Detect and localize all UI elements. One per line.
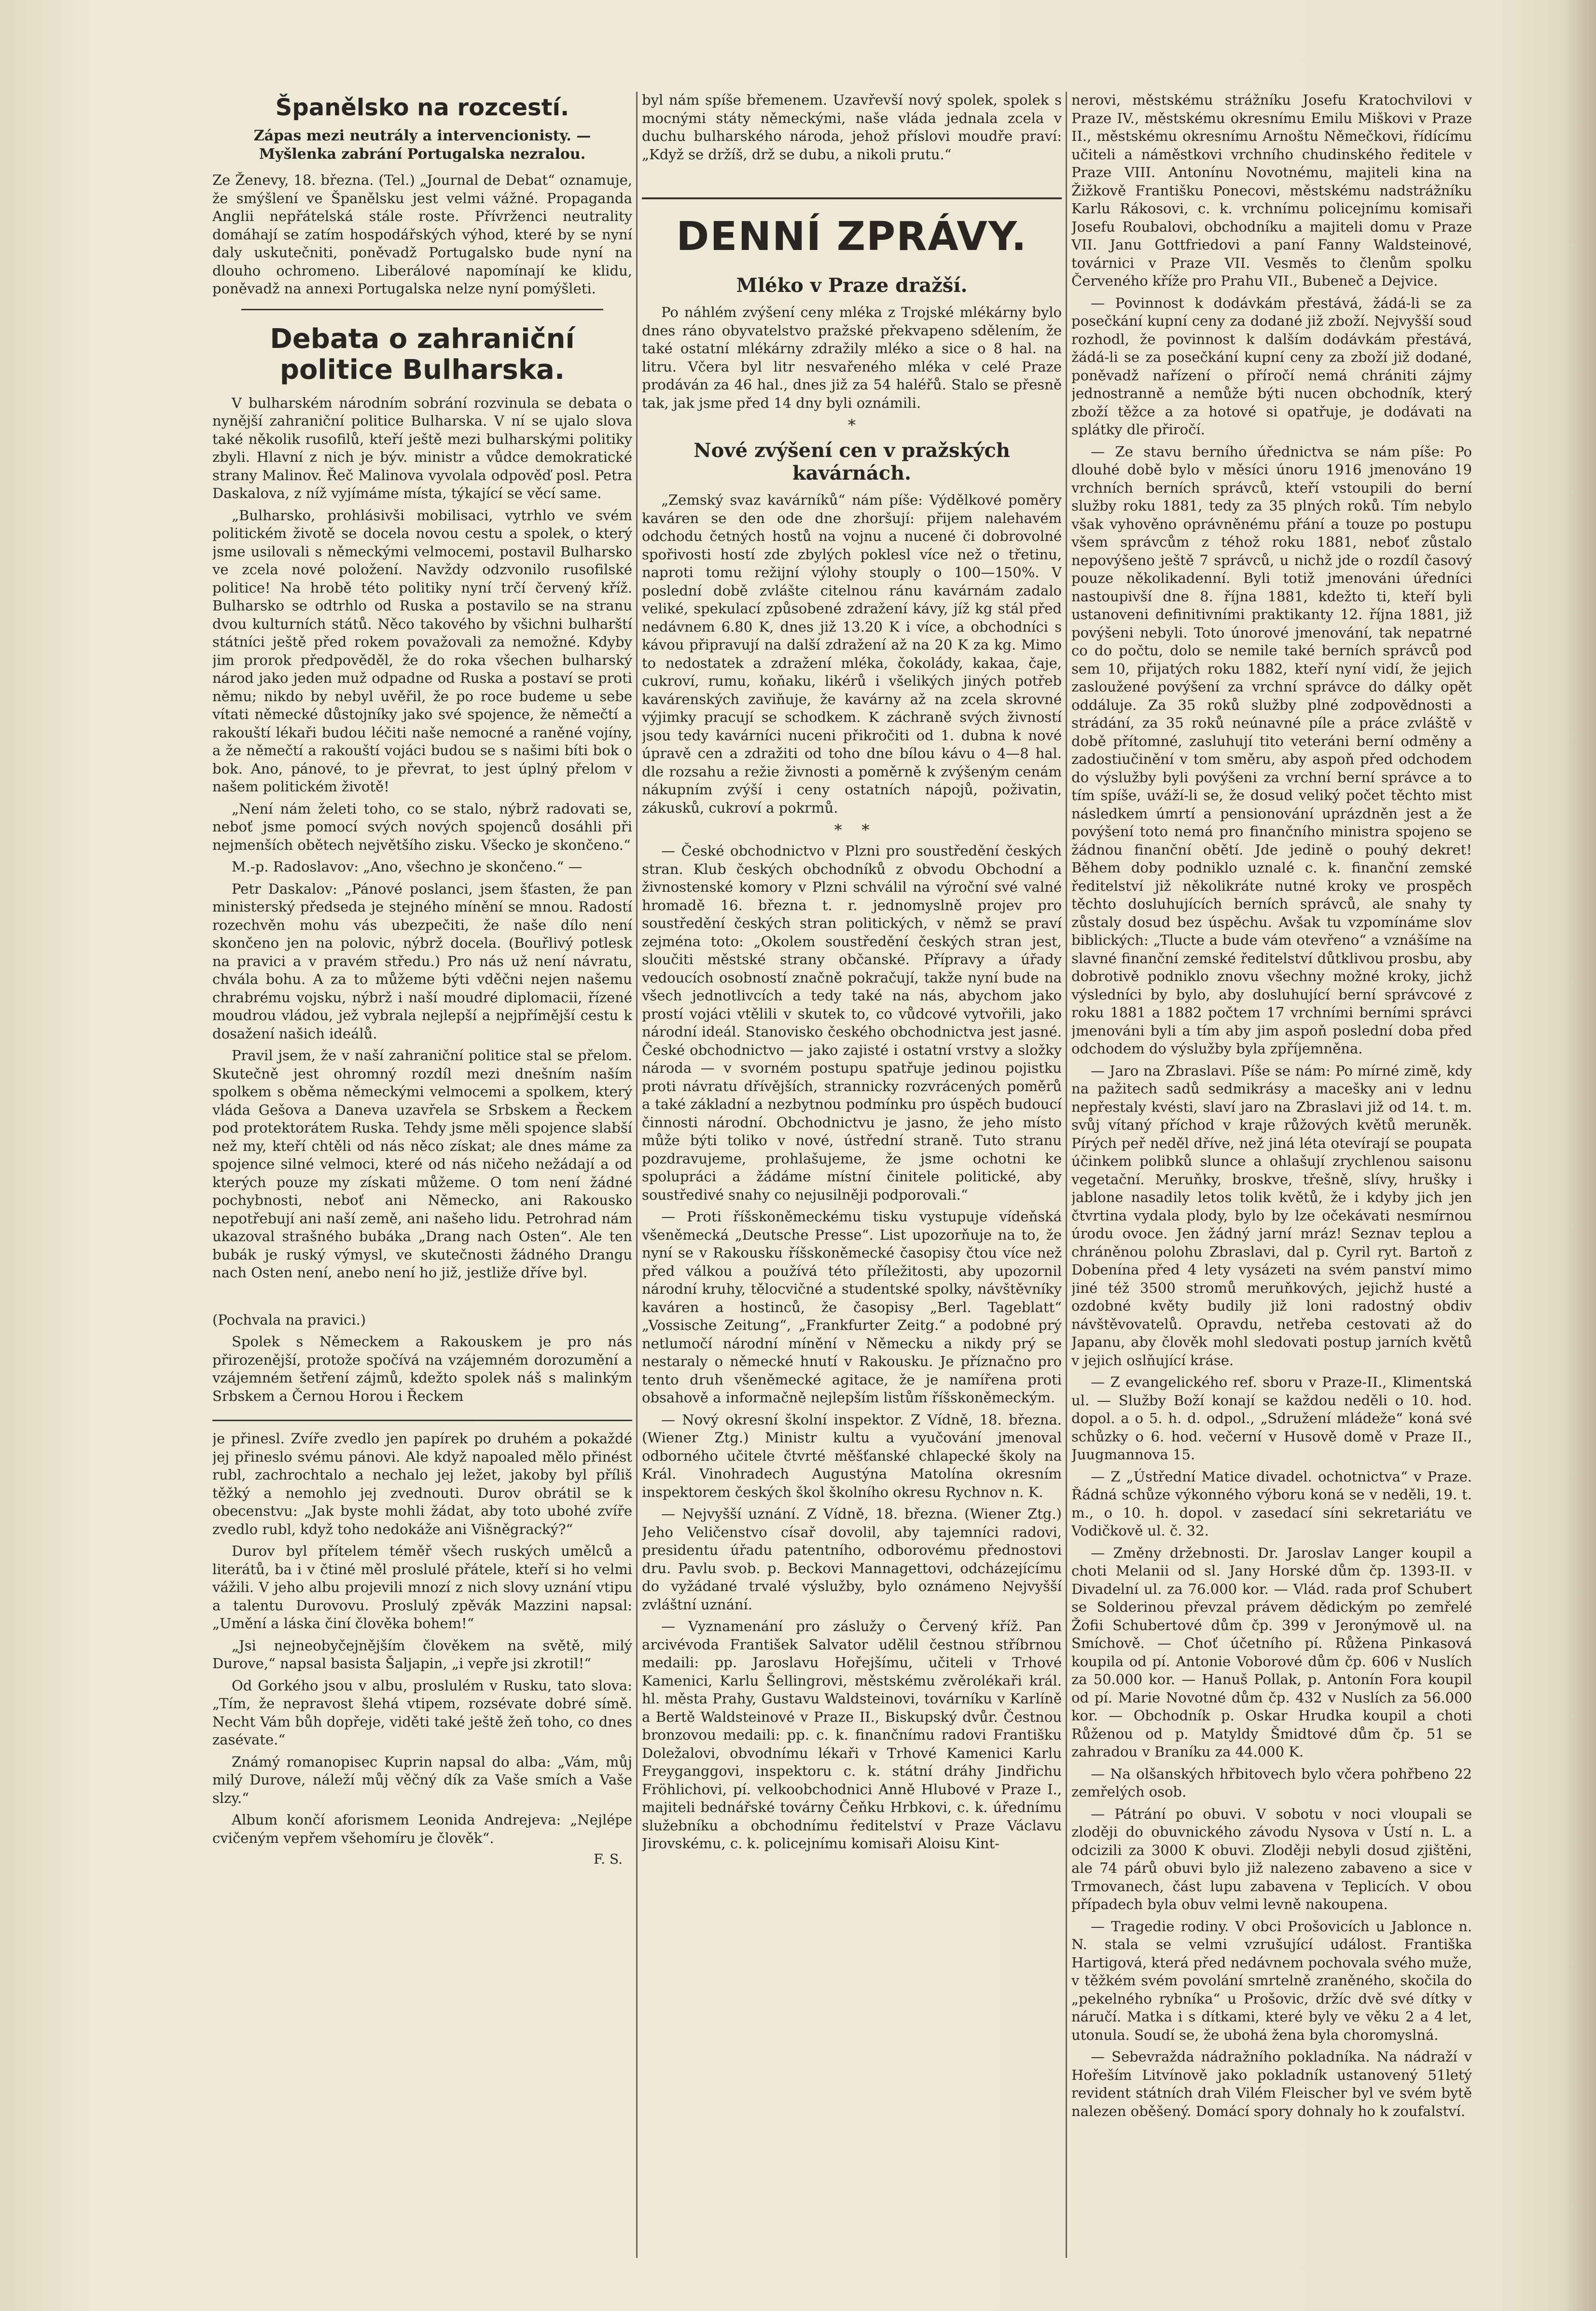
paragraph: V bulharském národním sobrání rozvinula se debata o nynější zahraniční politice Bulharska. V ní se ujalo slova také několik rusofilů, kteří ještě mezi bulharskými politiky zbyli. Hlavní z nich je býv. ministr a vůdce demokratické strany Malinov. Řeč Malinova vyvolala odpověď posl. Petra Daskalova, z níž vyjímáme místa, týkající se věcí same. [212, 394, 632, 501]
paragraph: — Z evangelického ref. sboru v Praze-II., Klimentská ul. — Služby Boží konají se každou neděli o 10. hod. dopol. a o 5. h. d. odpol., „Sdružení mládeže“ koná své schůzky o 6. hod. večerní v Husově domě v Praze II., Juugmannova 15. [1071, 1374, 1472, 1463]
article-title-debata: Debata o zahraniční politice Bulharska. [270, 323, 575, 386]
feuilleton-section [212, 1420, 632, 1867]
paragraph: — Ze stavu berního úřednictva se nám píše: Po dlouhé době bylo v měsíci únoru 1916 jmenováno 19 vrchních berních správců, kteří vstoupili do berní služby roku 1881, tedy za 35 plných roků. Tím nebylo však vyhověno oprávněnému přání a touze po postupu všem správcům z téhož roku 1881, neboť zůstalo nepovýšeno ještě 7 správců, u nichž jde o rozdíl časový pouze několikadenní. Byli totiž jmenováni úředníci nastoupivší dne 8. října 1881, kdežto ti, kteří byli ustanoveni definitivními praktikanty 12. října 1881, již povýšeni nebyli. Toto únorové jmenování, tak nepatrné co do počtu, dolo se nemile také berních správců pod sem 10, přijatých roku 1882, kteří nyní vidí, že jejich zasloužené povýšení za vrchní správce do dálky opět oddáluje. Za 35 roků služby plné zodpovědnosti a strádání, za 35 roků neúnavné píle a práce zvláště v době přítomné, zasluhují tito veteráni berní odměny a zadostiučinění v tom směru, aby aspoň před odchodem do výslužby byli povýšeni za vrchní berní správce a to tím spíše, uváží-li se, že dosud veliký počet těchto mist následkem úmrtí a pensionování uprázdněn jest a že povýšení toto nemá pro finančního ministra spojeno se žádnou finanční obětí. Jde jedině o pouhý dekret! Během doby podniklo uznalé c. k. finanční zemské ředitelství již několikráte nutné kroky ve prospěch těchto dosluhujících berních správců, ale snahy ty zůstaly dosud bez úspěchu. Avšak tu vzpomínáme slov biblických: „Tlucte a bude vám otevřeno“ a vznášíme na slavné finanční zemské ředitelství důtklivou prosbu, aby dobrotivě podniklo znovu všechny možné kroky, jichž výsledníci by bylo, aby dosluhující berní správcové z roku 1881 a 1882 počtem 17 vrchními berními správci jmenováni byli a tím aby jim aspoň poslední doba před odchodem do výslužby byla zpříjemněna. [1071, 443, 1472, 1057]
separator-star: * * [834, 821, 870, 839]
paragraph: — Proti říšskoněmeckému tisku vystupuje vídeňská všeněmecká „Deutsche Presse“. List upozorňuje na to, že nyní se v Rakousku říšskoněmecké časopisy čtou více než před válkou a používá této příležitosti, aby upozornil národní kruhy, tělocvičné a studentské spolky, návštěvníky kaváren a hostinců, že časopisy „Berl. Tageblatt“ „Vossische Zeitung“, „Frankfurter Zeitg.“ a podobné prý netlumočí národní mínění v Německu a nikdy prý se nestaraly o německé hnutí v Rakousku. Je příznačno pro tento druh všeněmecké agitace, že je namířena proti obsahově a informačně nejlepším listům říšskoněmeckým. [642, 1208, 1062, 1406]
paragraph: — Pátrání po obuvi. V sobotu v noci vloupali se zloději do obuvnického závodu Nysova v Ústí n. L. a odcizili za 3000 K obuvi. Zloději nebyli dosud zjištěni, ale 74 párů obuvi bylo již nalezeno zabaveno a sice v Trmovanech, část lupu zabavena v Teplicích. V obou případech byla obuv velmi levně nakoupena. [1071, 1805, 1472, 1912]
column-right [1071, 84, 1472, 2261]
paragraph: Po náhlém zvýšení ceny mléka z Trojské mlékárny bylo dnes ráno obyvatelstvo pražské překvapeno sdělením, že také ostatní mlékárny zdražily mléko a sice o 8 hal. na litru. Včera byl litr nesvařeného mléka v celé Praze prodáván za 46 hal., dnes již za 54 haléřů. Stalo se přesně tak, jak jsme před 14 dny byli oznámili. [642, 304, 1062, 411]
paragraph: — České obchodnictvo v Plzni pro soustředění českých stran. Klub českých obchodníků z obvodu Obchodní a živnostenské komory v Plzni schválil na výroční své valné hromadě 16. března t. r. jednomyslně projev pro soustředění českých stran politických, v němž se praví zejména toto: „Okolem soustředění českých stran jest, sloučiti městské strany občanské. Přípravy a úřady vedoucích osobností značně pokračují, takže nyní bude na všech jednotlivcích a tedy také na nás, abychom jako prostí vojáci vtělili v skutek to, co vůdcové vytvořili, jako národní ideál. Stanovisko českého obchodnictva jest jasné. České obchodnictvo — jako zajisté i ostatní vrstvy a složky národa — v svorném postupu spatřuje jedinou pojistku proti návratu dřívějších, strannicky rozvrácených poměrů a také základní a nezbytnou podmínku pro úspěch budoucí činnosti národní. Obchodnictvu je jasno, že jeho místo může býti toliko v nové, ústřední straně. Tuto stranu pozdravujeme, prohlašujeme, že jsme ochotni ke spolupráci a žádáme místní činitele politické, aby soustředivé snahy co nejusilněji podporovali.“ [642, 843, 1062, 1203]
paragraph: je přinesl. Zvíře zvedlo jen papírek po druhém a pokaždé jej přineslo svému pánovi. Ale když napoaled mělo přinést rubl, zachrochtalo a nechalo jej ležet, jakoby byl příliš těžký a nemohlo jej zvednouti. Durov obrátil se k obecenstvu: „Jak byste mohli žádat, aby toto ubohé zvíře zvedlo rubl, když toho nedokáže ani Višněgracký?“ [212, 1430, 632, 1537]
paragraph: — Změny držebnosti. Dr. Jaroslav Langer koupil a choti Melanii od sl. Jany Horské dům čp. 1393-II. v Divadelní ul. za 76.000 kor. — Vlád. rada prof Schubert se Solderinou převzal právem dědickým po zemřelé Žofii Schubertové dům čp. 399 v Jeronýmově ul. na Smíchově. — Choť účetního pí. Růžena Pinkasová koupila od pí. Antonie Voborové dům čp. 606 v Nuslích za 50.000 kor. — Hanuš Pollak, p. Antonín Fora koupil od pí. Marie Novotné dům čp. 432 v Nuslích za 56.000 kor. — Obchodník p. Oskar Hrudka koupil a choti Růženou od p. Matyldy Šmidtové dům čp. 51 se zahradou v Braníku za 44.000 K. [1071, 1544, 1472, 1760]
paragraph: Pravil jsem, že v naší zahraniční politice stal se přelom. Skutečně jest ohromný rozdíl mezi dnešním naším spolkem s oběma německými velmocemi a spolkem, který vláda Gešova a Daneva uzavřela se Srbskem a Řeckem pod protektorátem Ruska. Tehdy jsme měli spojence slabší než my, kteří chtěli od nás něco získat; ale dnes máme za spojence silné velmoci, které od nás ničeho nežádají a od kterých pouze my získati můžeme. O tom není žádné pochybnosti, neboť ani Německo, ani Rakousko nepotřebují ani naší země, ani našeho lidu. Petrohrad nám ukazoval strašného bubáka „Drang nach Osten“. Ale ten bubák je ruský výmysl, ve skutečnosti žádného Drangu nach Osten není, anebo není ho již, jestliže dříve byl. [212, 1047, 632, 1281]
page-edge-shadow [1562, 0, 1596, 2311]
article-title-mleko: Mléko v Praze dražší. [736, 274, 968, 297]
paragraph: Spolek s Německem a Rakouskem je pro nás přirozenější, protože spočívá na vzájemném dorozumění a vzájemném šetření zájmů, kdežto spolek náš s malinkým Srbskem a Černou Horou i Řeckem [212, 1333, 632, 1404]
article-subtitle-spanelsko: Zápas mezi neutrály a intervencionisty. — Myšlenka zabrání Portugalska nezralou. [253, 127, 591, 163]
paragraph: — Vyznamenání pro záslužy o Červený kříž. Pan arcivévoda František Salvator udělil čestnou stříbrnou medaili: pp. Jaroslavu Hořejšímu, učiteli v Trhové Kamenici, Karlu Šellingrovi, městskému zvěrolékaři král. hl. města Prahy, Gustavu Waldsteinovi, továrníku v Karlíně a Bertě Waldsteinové v Praze II., Biskupský dvůr. Čestnou bronzovou medaili: pp. c. k. finančnímu radovi Františku Doležalovi, obvodnímu lékaři v Trhové Kamenici Karlu Freyganggovi, inspektoru c. k. státní dráhy Jindřichu Fröhlichovi, pí. velkoobchodnici Anně Hlubové v Praze I., majiteli bednářské továrny Čeňku Hrbkovi, c. k. úřednímu služebníku a obchodnímu ředitelství v Praze Václavu Jirovskému, c. k. policejnímu komisaři Aloisu Kint- [642, 1618, 1062, 1852]
article-body-spanelsko: Ze Ženevy, 18. března. (Tel.) „Journal de Debat“ oznamuje, že smýšlení ve Španělsku jest velmi vážné. Propaganda Anglii nepřátelská stále roste. Přívrženci neutrality domáhají se zatím hospodářských výhod, které by se nyní daly uskutečniti, poněvadž Portugalsko bude nyní na dlouho ochromeno. Liberálové napomínají ke klidu, poněvadž na annexi Portugalska nelze nyní pomýšleti. [212, 172, 632, 297]
column-middle [642, 84, 1062, 2261]
paragraph: Petr Daskalov: „Pánové poslanci, jsem šťasten, že pan ministerský předseda je stejného mínění se mnou. Radostí rozechvěn mohu vás ubezpečiti, že naše dílo není skončeno jen na polovic, nýbrž docela. (Bouřlivý potlesk na pravici a v pravém středu.) Pro nás už není návratu, chvála bohu. A za to můžeme býti vděčni nejen našemu chrabrému vojsku, nýbrž i naší moudré diplomacii, řízené moudrou vládou, jež vybrala nejlepší a nejpřímější cestu k dosažení našich ideálů. [212, 880, 632, 1042]
paragraph: Od Gorkého jsou v albu, proslulém v Rusku, tato slova: „Tím, že nepravost šlehá vtipem, rozsévate dobré símě. Necht Vám bůh dopřeje, viděti také ještě žeň toho, co dnes zasévate.“ [212, 1677, 632, 1748]
separator-star: * [848, 416, 856, 434]
paragraph: — Povinnost k dodávkám přestává, žádá-li se za posečkání kupní ceny za dodané již zboží. Nejvyšší soud rozhodl, že povinnost k dalším dodávkám přestává, žádá-li se za posečkání kupní ceny za zboží již dodané, poněvadž nařízení o příročí nemá chrániti zájmy jednostranně a nemůže býti nucen obchodník, který zboží těžce a za hotové si opatřuje, je dodávati na splátky dle přiročí. [1071, 294, 1472, 438]
section-title-denni-zpravy: DENNÍ ZPRÁVY. [642, 197, 1062, 260]
paragraph: Známý romanopisec Kuprin napsal do alba: „Vám, můj milý Durove, náleží můj věčný dík za Vaše smích a Vaše slzy.“ [212, 1753, 632, 1806]
article-title-spanelsko: Španělsko na rozcestí. [275, 94, 569, 121]
paragraph: „Bulharsko, prohlásivši mobilisaci, vytrhlo ve svém politickém životě se docela novou cestu a spolek, o který jsme usilovali s německými velmocemi, postavil Bulharsko ve zcela nové položení. Navždy odzvonilo rusofilské politice! Na hrobě této politiky nyní trčí červený kříž. Bulharsko se odtrhlo od Ruska a postavilo se na stranu dvou kulturních států. Něco takového by všichni bulharští státníci ještě před rokem považovali za nemožné. Kdyby jim prorok předpověděl, že do roka všechen bulharský národ jako jeden muž odpadne od Ruska a postaví se proti němu; nikdo by nebyl uvěřil, že po roce budeme u sebe vítati německé důstojníky jako své spojence, že němečtí a rakouští lékaři budou léčiti naše nemocné a raněné vojíny, a že němečtí a rakouští vojáci budou se s našimi bíti bok o bok. Ano, pánové, to je převrat, to jest úplný přelom v našem politickém životě! [212, 507, 632, 795]
paragraph: — Sebevražda nádražního pokladníka. Na nádraží v Hořeším Litvínově jako pokladník ustanovený 51letý revident státních drah Vilém Fleischer byl ve svém bytě nalezen oběšený. Domácí spory dohnaly ho k zoufalství. [1071, 2048, 1472, 2119]
paragraph: „Není nám želeti toho, co se stalo, nýbrž radovati se, neboť jsme pomocí svých nových spojenců dosáhli při nejmenších obětech největšího zisku. Všecko je skončeno.“ [212, 800, 632, 853]
column-rule-2 [1066, 92, 1067, 2258]
paragraph: nerovi, městskému strážníku Josefu Kratochvilovi v Praze IV., městskému okresnímu Emilu Miškovi v Praze II., městskému okresnímu Arnoštu Němečkovi, řídícímu učiteli a náměstkovi vrchního chudinského ředitele v Praze VIII. Antonínu Novotnému, majiteli kina na Žižkově Františku Ponecovi, městskému nadstrážníku Karlu Rákosovi, c. k. vrchnímu policejnímu komisaři Josefu Roubalovi, obchodníku a majiteli domu v Praze VII. Janu Gottfriedovi a paní Fanny Waldsteinové, továrnici v Praze VII. Vesměs to členům spolku Červeného kříže pro Prahu VII., Bubeneč a Dejvice. [1071, 92, 1472, 289]
paragraph: — Nový okresní školní inspektor. Z Vídně, 18. března. (Wiener Ztg.) Ministr kultu a vyučování jmenoval odborného učitele čtvrté měšťanské chlapecké školy na Král. Vinohradech Augustýna Matolína okresním inspektorem českých škol školního okresu Rychnov n. K. [642, 1411, 1062, 1500]
divider [241, 309, 603, 310]
column-left [212, 84, 632, 2261]
paragraph: — Jaro na Zbraslavi. Píše se nám: Po mírné zimě, kdy na pažitech sadů sedmikrásy a macešky ani v lednu nepřestaly kvésti, slaví jaro na Zbraslavi již od 14. t. m. svůj vítaný příchod v kraje růžových květů meruněk. Pírých peř neděl dříve, než jiná léta otevírají se poupata účinkem polibků slunce a ohlašují zrychlenou saisonu vegetační. Meruňky, broskve, třešně, slívy, hrušky i jablone nasadily letos tolik květů, že i kdyby jich jen čtvrtina vydala plody, bylo by lze očekávati nesmírnou úrodu ovoce. Jen žádný jarní mráz! Seznav teplou a chráněnou polohu Zbraslavi, dal p. Cyril ryt. Bartoň z Dobenína před 4 lety vysázeti na svém panství mimo jiné též 3500 stromů meruňkových, jejichž husté a ozdobné květy budily již loni radostný obdiv návštěvovatelů. Opravdu, netřeba cestovati až do Japanu, aby člověk mohl sledovati postup jarních květů v jejich oslňující kráse. [1071, 1062, 1472, 1369]
article-title-kavarny: Nové zvýšení cen v pražských kavárnách. [694, 439, 1010, 484]
paragraph: — Z „Ústřední Matice divadel. ochotnictva“ v Praze. Řádná schůze výkonného výboru koná se v neděli, 19. t. m., o 10. h. dopol. v zasedací síni sekretariátu ve Vodičkově ul. č. 32. [1071, 1468, 1472, 1539]
paragraph: — Na olšanských hřbitovech bylo včera pohřbeno 22 zemřelých osob. [1071, 1765, 1472, 1800]
signature: F. S. [594, 1851, 623, 1867]
paragraph-label: (Pochvala na pravici.) [212, 1311, 366, 1328]
column-rule-1 [636, 92, 638, 2258]
paragraph: Album končí aforismem Leonida Andrejeva: „Nejlépe cvičeným vepřem všehomíru je člověk“. [212, 1812, 632, 1846]
paragraph: M.-p. Radoslavov: „Ano, všechno je skončeno.“ — [232, 858, 583, 875]
paragraph: Durov byl přítelem téměř všech ruských umělců a literátů, ba i v čtiné měl proslulé přátele, kteří si ho velmi vážili. V jeho albu projevili mnozí z nich slovy uznání vtipu a talentu Durovovu. Proslulý zpěvák Mazzini napsal: „Umění a láska činí člověka bohem!“ [212, 1543, 632, 1632]
paragraph: byl nám spíše břemenem. Uzavřevší nový spolek, spolek s mocnými státy německými, naše vláda jednala zcela v duchu bulharského národa, jehož příslovi moudře praví: „Když se držíš, drž se dubu, a nikoli prutu.“ [642, 92, 1062, 163]
paragraph: „Jsi nejneobyčejnějším člověkem na světě, milý Durove,“ napsal basista Šaljapin, „i vepře jsi zkrotil!“ [212, 1637, 632, 1672]
paragraph: — Nejvyšší uznání. Z Vídně, 18. března. (Wiener Ztg.) Jeho Veličenstvo císař dovolil, aby tajemníci radovi, presidentu úřadu patentního, odborovému přednostovi dru. Pavlu svob. p. Beckovi Mannagettovi, odcházejícímu do vyžádané trvalé výslužby, bylo oznámeno Nejvyšší zvláštní uznání. [642, 1506, 1062, 1613]
paragraph: „Zemský svaz kavárníků“ nám píše: Výdělkové poměry kaváren se den ode dne zhoršují: přijem nalehavém odchodu četných hostů na vojnu a nucené či dobrovolné spořivosti hostí zde zbylých poklesl více než o třetinu, naproti tomu režijní výlohy stouply o 100—150%. V poslední době zvlášte citelnou ránu kavárnám zadalo veliké, spekulací způsobené zdražení kávy, jíž kg stál před nedávnem 6.80 K, dnes již 13.20 K i více, a obchodníci s kávou připravují na další zdražení až na 20 K za kg. Mimo to nedostatek a zdražení mléka, čokolády, kakaa, čaje, cukroví, rumu, koňaku, likérů i všelikých jiných potřeb kavárenských zaviňuje, že kavárny až na zcela skrovné výjimky pracují se schodkem. K záchraně svých živností jsou tedy kavárníci nuceni přikročiti od 1. dubna k nové úpravě cen a zdražiti od toho dne bílou kávu o 4—8 hal. dle rozsahu a režie živnosti a poměrně k zvýšeným cenám nákupním zvýší i ceny ostatních nápojů, poživatin, zákusků, cukroví a pokrmů. [642, 492, 1062, 816]
paragraph: — Tragedie rodiny. V obci Prošovicích u Jablonce n. N. stala se velmi vzrušující událost. Františka Hartigová, která před nedávnem pochovala svého muže, v těžkém svém povolání smrtelně zraněného, skočila do „pekelného rybníka“ u Prošovic, držíc dvě své dítky v náručí. Matka i s dítkami, které byly ve věku 2 a 4 let, utonula. Soudí se, že ubohá žena byla choromyslná. [1071, 1918, 1472, 2043]
